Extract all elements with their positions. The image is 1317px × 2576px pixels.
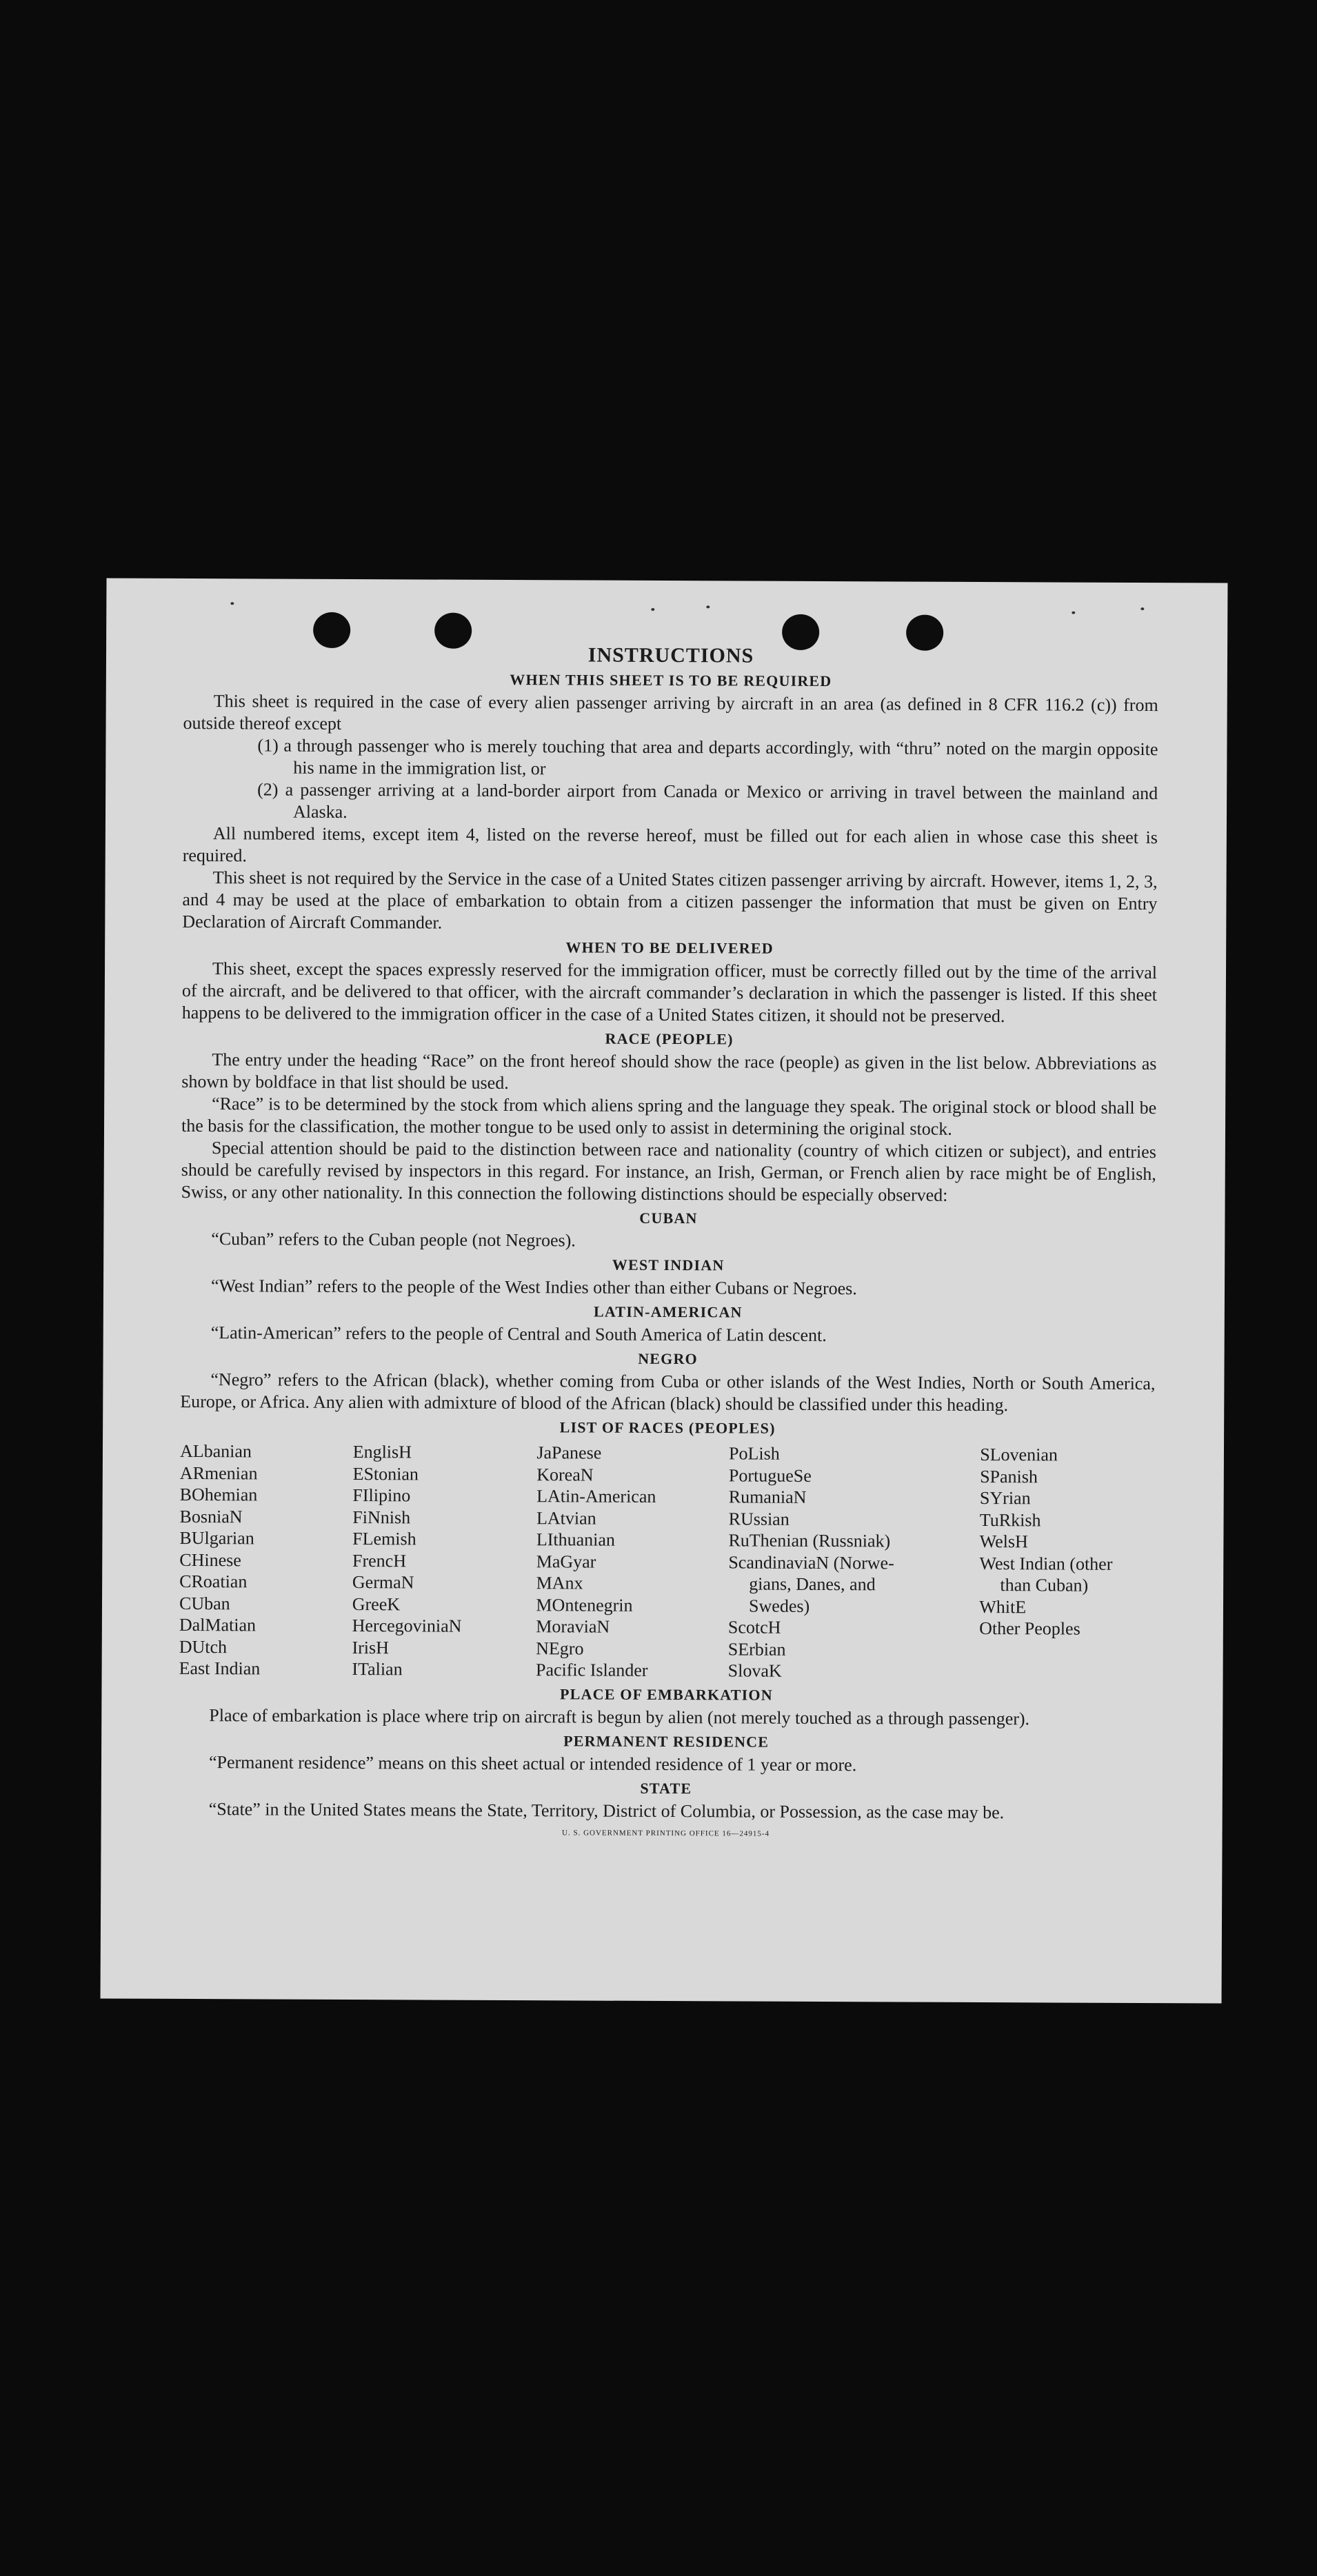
- race-entry: BUlgarian: [179, 1527, 254, 1549]
- race-entry: Pacific Islander: [535, 1660, 648, 1680]
- race-entry: CHinese: [179, 1549, 241, 1570]
- race-entry: ScandinaviaN (Norwe-: [728, 1551, 894, 1573]
- race-entry: IrisH: [352, 1637, 390, 1658]
- paragraph: All numbered items, except item 4, listed on the reverse hereof, must be filled out for each alien in whose case this sheet is required.: [182, 823, 1158, 866]
- paragraph: This sheet is not required by the Service in the case of a United States citizen passenger arriving by aircraft. However, items 1, 2, 3, and 4 may be used at the place of embarkation to obtain from a citizen passenger the information that must be given on Entry Declaration of Aircraft Commander.: [182, 867, 1158, 933]
- section-heading: LIST OF RACES (PEOPLES): [559, 1418, 776, 1437]
- race-entry: WhitE: [979, 1596, 1027, 1617]
- race-entry: BosniaN: [179, 1506, 243, 1527]
- punch-hole: [906, 615, 943, 651]
- race-entry: KoreaN: [536, 1464, 594, 1485]
- race-entry: ALbanian: [179, 1440, 252, 1462]
- race-entry: LAtvian: [536, 1507, 596, 1529]
- race-entry: MoraviaN: [536, 1616, 610, 1637]
- section-heading: LATIN-AMERICAN: [594, 1302, 743, 1321]
- race-entry-continued: than Cuban): [1000, 1575, 1089, 1596]
- race-entry-continued: Swedes): [749, 1596, 810, 1616]
- race-entry: SYrian: [979, 1488, 1031, 1509]
- race-entry: NEgro: [536, 1638, 584, 1658]
- section-heading: CUBAN: [639, 1209, 698, 1227]
- race-entry: RuThenian (Russniak): [728, 1530, 891, 1551]
- race-entry: HercegoviniaN: [352, 1616, 462, 1636]
- paragraph: “Race” is to be determined by the stock from which aliens spring and the language they speak. The original stock or blood shall be the basis for the classification, the mother tongue to be used only to assist in determining the original stock.: [181, 1094, 1157, 1139]
- race-entry: ScotcH: [727, 1617, 781, 1638]
- instruction-sheet: [101, 578, 1228, 2003]
- race-entry: LAtin-American: [536, 1486, 656, 1507]
- race-entry: PortugueSe: [728, 1465, 812, 1486]
- race-entry: TuRkish: [979, 1509, 1041, 1530]
- races-column-5: [979, 1444, 1155, 1684]
- punch-hole: [313, 612, 350, 648]
- list-item: (1) a through passenger who is merely touching that area and departs accordingly, with “thru” noted on the margin opposite his name in the immigration list, or: [257, 735, 1158, 779]
- race-entry: CRoatian: [179, 1571, 248, 1592]
- race-entry: FIlipino: [352, 1485, 411, 1506]
- section-heading: RACE (PEOPLE): [605, 1029, 734, 1048]
- paragraph: Place of embarkation is place where trip on aircraft is begun by alien (not merely touched as a through passenger).: [209, 1704, 1030, 1729]
- section-heading: WEST INDIAN: [612, 1256, 725, 1274]
- paragraph: The entry under the heading “Race” on the front hereof should show the race (people) as given in the list below. Abbreviations as shown by boldface in that list should be used.: [181, 1049, 1157, 1094]
- speck: [230, 602, 234, 605]
- race-entry: ARmenian: [179, 1462, 258, 1483]
- races-column-1: [179, 1440, 353, 1680]
- paragraph: “Negro” refers to the African (black), whether coming from Cuba or other islands of the West Indies, North or South America, Europe, or Africa. Any alien with admixture of blood of the African (black) should be classified under this heading.: [180, 1369, 1156, 1416]
- printer-imprint: U. S. GOVERNMENT PRINTING OFFICE 16—24915-4: [562, 1828, 770, 1838]
- speck: [651, 608, 654, 611]
- race-entry: GreeK: [352, 1593, 401, 1614]
- paragraph: “State” in the United States means the State, Territory, District of Columbia, or Possession, as the case may be.: [208, 1798, 1005, 1822]
- race-entry-continued: gians, Danes, and: [749, 1573, 876, 1595]
- race-entry: RUssian: [728, 1508, 790, 1529]
- race-entry: East Indian: [179, 1658, 261, 1679]
- races-list: [179, 1440, 1155, 1684]
- race-entry: SLovenian: [980, 1445, 1058, 1465]
- section-heading: PLACE OF EMBARKATION: [559, 1684, 773, 1704]
- paragraph: Special attention should be paid to the distinction between race and nationality (country of which citizen or subject), and entries should be carefully revised by inspectors in this regard. For instance, an Irish, German, or French alien by race might be of English, Swiss, or any other nationality. In this connection the following distinctions should be especially observed:: [181, 1138, 1156, 1205]
- race-entry: PoLish: [728, 1443, 780, 1464]
- race-entry: JaPanese: [536, 1442, 602, 1463]
- race-entry: BOhemian: [179, 1484, 258, 1505]
- race-entry: GermaN: [352, 1572, 414, 1593]
- punch-hole: [434, 613, 472, 649]
- paragraph: This sheet, except the spaces expressly reserved for the immigration officer, must be correctly filled out by the time of the arrival of the aircraft, and be delivered to that officer, with the aircraft commander’s declaration in which the passenger is listed. If this sheet happens to be delivered to the immigration officer in the case of a United States citizen, it should not be preserved.: [181, 958, 1158, 1027]
- race-entry: MAnx: [536, 1573, 583, 1593]
- race-entry: FLemish: [352, 1529, 416, 1549]
- race-entry: WelsH: [979, 1531, 1028, 1552]
- race-entry: SErbian: [727, 1638, 786, 1660]
- paragraph: “Permanent residence” means on this sheet actual or intended residence of 1 year or more.: [208, 1751, 857, 1775]
- list-item: (2) a passenger arriving at a land-border airport from Canada or Mexico or arriving in travel between the mainland and Alaska.: [257, 779, 1158, 822]
- race-entry: DUtch: [179, 1636, 228, 1657]
- race-entry: DalMatian: [179, 1614, 257, 1636]
- punch-hole: [782, 614, 819, 650]
- page-title: INSTRUCTIONS: [587, 643, 754, 667]
- race-entry: SlovaK: [727, 1660, 782, 1681]
- race-entry: EnglisH: [352, 1442, 412, 1462]
- race-entry: FrencH: [352, 1550, 407, 1571]
- race-entry: EStonian: [352, 1463, 419, 1484]
- race-entry: FiNnish: [352, 1507, 411, 1527]
- paragraph: “Cuban” refers to the Cuban people (not Negroes).: [211, 1229, 576, 1251]
- race-entry: West Indian (other: [979, 1553, 1113, 1574]
- section-heading: WHEN TO BE DELIVERED: [565, 938, 774, 957]
- section-heading: STATE: [640, 1779, 692, 1797]
- race-entry: Other Peoples: [979, 1618, 1080, 1639]
- race-entry: MOntenegrin: [536, 1594, 633, 1616]
- paragraph: “West Indian” refers to the people of the West Indies other than either Cubans or Negroes.: [210, 1276, 857, 1299]
- races-column-3: [536, 1442, 729, 1682]
- section-heading: PERMANENT RESIDENCE: [563, 1731, 770, 1751]
- speck: [1140, 607, 1144, 610]
- speck: [1072, 612, 1075, 614]
- race-entry: CUban: [179, 1593, 230, 1613]
- races-column-4: [728, 1442, 981, 1682]
- section-heading: NEGRO: [638, 1349, 698, 1368]
- races-column-2: [352, 1441, 536, 1681]
- section-heading: WHEN THIS SHEET IS TO BE REQUIRED: [510, 671, 832, 690]
- race-entry: RumaniaN: [728, 1487, 807, 1507]
- race-entry: LIthuanian: [536, 1529, 616, 1550]
- paragraph: This sheet is required in the case of every alien passenger arriving by aircraft in an area (as defined in 8 CFR 116.2 (c)) from outside thereof except: [183, 691, 1158, 734]
- race-entry: ITalian: [352, 1659, 403, 1680]
- race-entry: SPanish: [980, 1466, 1038, 1487]
- speck: [706, 605, 710, 608]
- race-entry: MaGyar: [536, 1551, 596, 1572]
- paragraph: “Latin-American” refers to the people of Central and South America of Latin descent.: [210, 1322, 827, 1346]
